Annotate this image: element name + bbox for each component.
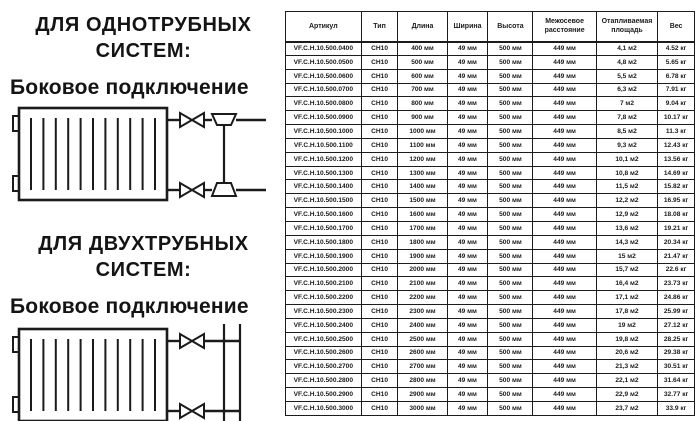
- table-cell: 500 мм: [488, 83, 533, 97]
- table-cell: VF.C.H.10.500.2700: [286, 360, 362, 374]
- table-cell: 449 мм: [533, 111, 596, 125]
- table-cell: 500 мм: [488, 97, 533, 111]
- table-cell: CH10: [361, 221, 398, 235]
- table-cell: 4.52 кг: [658, 42, 695, 56]
- table-cell: 449 мм: [533, 69, 596, 83]
- table-cell: 49 мм: [447, 138, 488, 152]
- table-cell: 49 мм: [447, 374, 488, 388]
- table-cell: 449 мм: [533, 263, 596, 277]
- table-cell: 500 мм: [488, 152, 533, 166]
- table-cell: 27.12 кг: [658, 318, 695, 332]
- table-cell: 500 мм: [488, 318, 533, 332]
- table-cell: 500 мм: [488, 235, 533, 249]
- table-row: [286, 97, 695, 111]
- table-cell: 449 мм: [533, 221, 596, 235]
- table-cell: 18.08 кг: [658, 208, 695, 222]
- table-cell: 1500 мм: [398, 194, 447, 208]
- table-cell: 500 мм: [488, 138, 533, 152]
- table-cell: VF.C.H.10.500.2500: [286, 332, 362, 346]
- table-cell: 49 мм: [447, 360, 488, 374]
- table-cell: 49 мм: [447, 166, 488, 180]
- table-cell: 19,8 м2: [596, 332, 657, 346]
- title-line: СИСТЕМ:: [95, 259, 192, 282]
- table-cell: 449 мм: [533, 332, 596, 346]
- table-cell: 500 мм: [488, 55, 533, 69]
- table-row: [286, 346, 695, 360]
- table-cell: 2700 мм: [398, 360, 447, 374]
- table-cell: 10,8 м2: [596, 166, 657, 180]
- table-row: [286, 332, 695, 346]
- table-row: [286, 138, 695, 152]
- table-cell: 1900 мм: [398, 249, 447, 263]
- table-cell: CH10: [361, 401, 398, 415]
- table-cell: 49 мм: [447, 194, 488, 208]
- table-cell: VF.C.H.10.500.1600: [286, 208, 362, 222]
- table-cell: 500 мм: [398, 55, 447, 69]
- table-cell: 49 мм: [447, 69, 488, 83]
- table-cell: CH10: [361, 55, 398, 69]
- table-cell: 24.86 кг: [658, 291, 695, 305]
- table-cell: 2200 мм: [398, 291, 447, 305]
- table-cell: CH10: [361, 194, 398, 208]
- table-row: [286, 208, 695, 222]
- table-cell: VF.C.H.10.500.1300: [286, 166, 362, 180]
- table-cell: 22,9 м2: [596, 388, 657, 402]
- table-cell: VF.C.H.10.500.1400: [286, 180, 362, 194]
- table-cell: 49 мм: [447, 291, 488, 305]
- table-cell: 1700 мм: [398, 221, 447, 235]
- table-cell: 7.91 кг: [658, 83, 695, 97]
- table-cell: 9.04 кг: [658, 97, 695, 111]
- table-row: [286, 235, 695, 249]
- table-cell: 49 мм: [447, 388, 488, 402]
- tee-fitting-icon: [212, 183, 236, 196]
- table-cell: 600 мм: [398, 69, 447, 83]
- table-cell: 449 мм: [533, 166, 596, 180]
- table-cell: CH10: [361, 208, 398, 222]
- table-cell: VF.C.H.10.500.2200: [286, 291, 362, 305]
- table-cell: VF.C.H.10.500.1200: [286, 152, 362, 166]
- table-cell: 2500 мм: [398, 332, 447, 346]
- table-cell: 7,8 м2: [596, 111, 657, 125]
- table-cell: 49 мм: [447, 263, 488, 277]
- table-cell: 700 мм: [398, 83, 447, 97]
- table-body: [286, 42, 695, 416]
- table-cell: 13.56 кг: [658, 152, 695, 166]
- table-cell: CH10: [361, 277, 398, 291]
- table-cell: 449 мм: [533, 291, 596, 305]
- table-cell: 49 мм: [447, 55, 488, 69]
- table-cell: 449 мм: [533, 180, 596, 194]
- table-cell: 49 мм: [447, 221, 488, 235]
- table-cell: 449 мм: [533, 125, 596, 139]
- table-cell: 449 мм: [533, 388, 596, 402]
- table-cell: 20,6 м2: [596, 346, 657, 360]
- table-cell: 49 мм: [447, 208, 488, 222]
- table-cell: 2800 мм: [398, 374, 447, 388]
- table-cell: 49 мм: [447, 346, 488, 360]
- table-row: [286, 194, 695, 208]
- table-cell: 449 мм: [533, 138, 596, 152]
- table-cell: VF.C.H.10.500.0400: [286, 42, 362, 56]
- table-cell: 449 мм: [533, 83, 596, 97]
- table-row: [286, 125, 695, 139]
- table-cell: CH10: [361, 97, 398, 111]
- two-pipe-radiator-diagram: [12, 324, 270, 421]
- table-cell: 2000 мм: [398, 263, 447, 277]
- table-cell: 49 мм: [447, 125, 488, 139]
- table-cell: 30.51 кг: [658, 360, 695, 374]
- table-cell: 10.17 кг: [658, 111, 695, 125]
- table-cell: 49 мм: [447, 235, 488, 249]
- table-cell: VF.C.H.10.500.2100: [286, 277, 362, 291]
- table-header-cell: Межосевое расстояние: [533, 12, 596, 42]
- table-cell: CH10: [361, 360, 398, 374]
- table-cell: 5.65 кг: [658, 55, 695, 69]
- table-cell: 21,3 м2: [596, 360, 657, 374]
- table-cell: 3000 мм: [398, 401, 447, 415]
- table-cell: 449 мм: [533, 374, 596, 388]
- table-cell: 500 мм: [488, 111, 533, 125]
- table-cell: CH10: [361, 318, 398, 332]
- table-cell: 500 мм: [488, 208, 533, 222]
- table-cell: 19 м2: [596, 318, 657, 332]
- table-cell: 49 мм: [447, 277, 488, 291]
- table-cell: 6,3 м2: [596, 83, 657, 97]
- table-cell: 49 мм: [447, 180, 488, 194]
- tee-fitting-icon: [212, 114, 236, 125]
- table-cell: 13,6 м2: [596, 221, 657, 235]
- table-cell: 500 мм: [488, 221, 533, 235]
- table-cell: 1400 мм: [398, 180, 447, 194]
- table-cell: 449 мм: [533, 97, 596, 111]
- table-cell: CH10: [361, 346, 398, 360]
- table-cell: 16.95 кг: [658, 194, 695, 208]
- table-row: [286, 277, 695, 291]
- table-cell: CH10: [361, 69, 398, 83]
- table-cell: 500 мм: [488, 374, 533, 388]
- table-row: [286, 374, 695, 388]
- table-row: [286, 388, 695, 402]
- table-cell: 15 м2: [596, 249, 657, 263]
- table-header-cell: Высота: [488, 12, 533, 42]
- table-cell: 2400 мм: [398, 318, 447, 332]
- table-cell: 449 мм: [533, 249, 596, 263]
- table-cell: 500 мм: [488, 332, 533, 346]
- table-cell: 449 мм: [533, 318, 596, 332]
- table-cell: 49 мм: [447, 152, 488, 166]
- table-cell: 449 мм: [533, 346, 596, 360]
- table-cell: 49 мм: [447, 83, 488, 97]
- table-header-cell: Вес: [658, 12, 695, 42]
- table-cell: VF.C.H.10.500.2400: [286, 318, 362, 332]
- table-cell: 25.99 кг: [658, 305, 695, 319]
- table-cell: VF.C.H.10.500.1900: [286, 249, 362, 263]
- table-cell: 12.43 кг: [658, 138, 695, 152]
- table-cell: 2900 мм: [398, 388, 447, 402]
- table-cell: 12,2 м2: [596, 194, 657, 208]
- table-cell: 23.73 кг: [658, 277, 695, 291]
- table-cell: 449 мм: [533, 305, 596, 319]
- table-cell: CH10: [361, 138, 398, 152]
- table-cell: 500 мм: [488, 291, 533, 305]
- table-row: [286, 318, 695, 332]
- table-cell: 20.34 кг: [658, 235, 695, 249]
- table-cell: CH10: [361, 332, 398, 346]
- table-cell: 500 мм: [488, 194, 533, 208]
- table-cell: VF.C.H.10.500.1800: [286, 235, 362, 249]
- table-cell: 500 мм: [488, 401, 533, 415]
- table-cell: 7 м2: [596, 97, 657, 111]
- table-header-row: [286, 12, 695, 42]
- table-cell: 449 мм: [533, 235, 596, 249]
- table-cell: VF.C.H.10.500.2800: [286, 374, 362, 388]
- single-pipe-section: [10, 12, 277, 205]
- title-line: СИСТЕМ:: [95, 40, 192, 63]
- table-cell: VF.C.H.10.500.0700: [286, 83, 362, 97]
- table-cell: 4,1 м2: [596, 42, 657, 56]
- radiator-spec-table: [285, 11, 695, 416]
- table-header-cell: Тип: [361, 12, 398, 42]
- table-cell: 800 мм: [398, 97, 447, 111]
- table-cell: 11,5 м2: [596, 180, 657, 194]
- two-pipe-subtitle: Боковое подключение: [10, 294, 249, 318]
- table-header-cell: Артикул: [286, 12, 362, 42]
- table-cell: CH10: [361, 125, 398, 139]
- table-cell: 10,1 м2: [596, 152, 657, 166]
- table-cell: CH10: [361, 152, 398, 166]
- table-cell: 49 мм: [447, 111, 488, 125]
- table-cell: VF.C.H.10.500.1000: [286, 125, 362, 139]
- table-cell: 17,1 м2: [596, 291, 657, 305]
- table-cell: 49 мм: [447, 97, 488, 111]
- table-cell: 21.47 кг: [658, 249, 695, 263]
- table-cell: 33.9 кг: [658, 401, 695, 415]
- table-cell: 8,5 м2: [596, 125, 657, 139]
- table-cell: 449 мм: [533, 152, 596, 166]
- valve-icon: [180, 183, 204, 197]
- table-cell: CH10: [361, 305, 398, 319]
- table-row: [286, 83, 695, 97]
- table-cell: CH10: [361, 249, 398, 263]
- table-row: [286, 55, 695, 69]
- valve-icon: [180, 404, 204, 418]
- table-cell: 449 мм: [533, 360, 596, 374]
- table-cell: 500 мм: [488, 346, 533, 360]
- table-cell: 900 мм: [398, 111, 447, 125]
- table-cell: 32.77 кг: [658, 388, 695, 402]
- single-pipe-subtitle: Боковое подключение: [10, 75, 249, 99]
- table-cell: 4,8 м2: [596, 55, 657, 69]
- valve-icon: [180, 334, 204, 348]
- title-line: ДЛЯ ОДНОТРУБНЫХ: [35, 14, 252, 36]
- table-cell: 2100 мм: [398, 277, 447, 291]
- table-cell: VF.C.H.10.500.2300: [286, 305, 362, 319]
- table-row: [286, 305, 695, 319]
- table-cell: 49 мм: [447, 401, 488, 415]
- table-cell: 500 мм: [488, 305, 533, 319]
- table-row: [286, 180, 695, 194]
- table-cell: CH10: [361, 111, 398, 125]
- table-cell: 16,4 м2: [596, 277, 657, 291]
- table-cell: 449 мм: [533, 55, 596, 69]
- table-cell: 449 мм: [533, 194, 596, 208]
- table-cell: VF.C.H.10.500.3000: [286, 401, 362, 415]
- table-cell: 500 мм: [488, 277, 533, 291]
- table-cell: 17,8 м2: [596, 305, 657, 319]
- table-cell: VF.C.H.10.500.1500: [286, 194, 362, 208]
- table-cell: 1100 мм: [398, 138, 447, 152]
- table-cell: 12,9 м2: [596, 208, 657, 222]
- table-cell: 23,7 м2: [596, 401, 657, 415]
- table-cell: 500 мм: [488, 42, 533, 56]
- table-cell: VF.C.H.10.500.0900: [286, 111, 362, 125]
- table-cell: 449 мм: [533, 42, 596, 56]
- table-cell: 11.3 кг: [658, 125, 695, 139]
- table-cell: 500 мм: [488, 263, 533, 277]
- table-cell: 15.82 кг: [658, 180, 695, 194]
- two-pipe-section: [10, 231, 277, 421]
- table-cell: 14.69 кг: [658, 166, 695, 180]
- table-cell: 49 мм: [447, 249, 488, 263]
- table-row: [286, 249, 695, 263]
- table-cell: 449 мм: [533, 401, 596, 415]
- table-cell: 6.78 кг: [658, 69, 695, 83]
- table-row: [286, 360, 695, 374]
- table-cell: 28.25 кг: [658, 332, 695, 346]
- table-cell: 1300 мм: [398, 166, 447, 180]
- table-cell: VF.C.H.10.500.2600: [286, 346, 362, 360]
- table-cell: CH10: [361, 388, 398, 402]
- title-line: ДЛЯ ДВУХТРУБНЫХ: [38, 232, 249, 255]
- table-cell: VF.C.H.10.500.0500: [286, 55, 362, 69]
- table-cell: 449 мм: [533, 277, 596, 291]
- table-cell: 500 мм: [488, 180, 533, 194]
- valve-icon: [180, 113, 204, 127]
- table-cell: 5,5 м2: [596, 69, 657, 83]
- table-cell: 1200 мм: [398, 152, 447, 166]
- table-header-cell: Длина: [398, 12, 447, 42]
- table-cell: 49 мм: [447, 305, 488, 319]
- table-row: [286, 263, 695, 277]
- table-cell: 500 мм: [488, 249, 533, 263]
- table-row: [286, 166, 695, 180]
- table-row: [286, 221, 695, 235]
- table-cell: 49 мм: [447, 42, 488, 56]
- table-cell: VF.C.H.10.500.0800: [286, 97, 362, 111]
- table-row: [286, 111, 695, 125]
- table-header-cell: Ширина: [447, 12, 488, 42]
- table-row: [286, 401, 695, 415]
- table-cell: CH10: [361, 291, 398, 305]
- single-pipe-title: [10, 12, 277, 65]
- table-cell: CH10: [361, 374, 398, 388]
- table-header-cell: Отапливаемая площадь: [596, 12, 657, 42]
- two-pipe-title: [10, 231, 277, 284]
- diagrams-panel: [0, 0, 283, 421]
- table-cell: 14,3 м2: [596, 235, 657, 249]
- table-cell: CH10: [361, 166, 398, 180]
- table-cell: CH10: [361, 263, 398, 277]
- table-cell: 2600 мм: [398, 346, 447, 360]
- table-cell: 500 мм: [488, 166, 533, 180]
- table-cell: 500 мм: [488, 125, 533, 139]
- table-cell: 400 мм: [398, 42, 447, 56]
- table-cell: 49 мм: [447, 332, 488, 346]
- table-row: [286, 291, 695, 305]
- table-cell: CH10: [361, 42, 398, 56]
- table-cell: 500 мм: [488, 69, 533, 83]
- table-cell: CH10: [361, 180, 398, 194]
- table-cell: 500 мм: [488, 388, 533, 402]
- table-cell: 31.64 кг: [658, 374, 695, 388]
- table-cell: CH10: [361, 235, 398, 249]
- table-cell: VF.C.H.10.500.1700: [286, 221, 362, 235]
- table-cell: 9,3 м2: [596, 138, 657, 152]
- table-row: [286, 152, 695, 166]
- table-cell: 19.21 кг: [658, 221, 695, 235]
- table-cell: VF.C.H.10.500.2900: [286, 388, 362, 402]
- table-cell: VF.C.H.10.500.1100: [286, 138, 362, 152]
- table-cell: VF.C.H.10.500.0600: [286, 69, 362, 83]
- table-cell: 1000 мм: [398, 125, 447, 139]
- table-cell: CH10: [361, 83, 398, 97]
- table-row: [286, 42, 695, 56]
- table-cell: 15,7 м2: [596, 263, 657, 277]
- spec-table-panel: [283, 0, 700, 421]
- table-cell: 22,1 м2: [596, 374, 657, 388]
- table-cell: 449 мм: [533, 208, 596, 222]
- table-cell: 1600 мм: [398, 208, 447, 222]
- table-cell: 1800 мм: [398, 235, 447, 249]
- table-cell: 2300 мм: [398, 305, 447, 319]
- table-cell: 500 мм: [488, 360, 533, 374]
- table-row: [286, 69, 695, 83]
- table-cell: 49 мм: [447, 318, 488, 332]
- table-cell: 22.6 кг: [658, 263, 695, 277]
- table-cell: 29.38 кг: [658, 346, 695, 360]
- table-cell: VF.C.H.10.500.2000: [286, 263, 362, 277]
- single-pipe-radiator-diagram: [12, 105, 270, 205]
